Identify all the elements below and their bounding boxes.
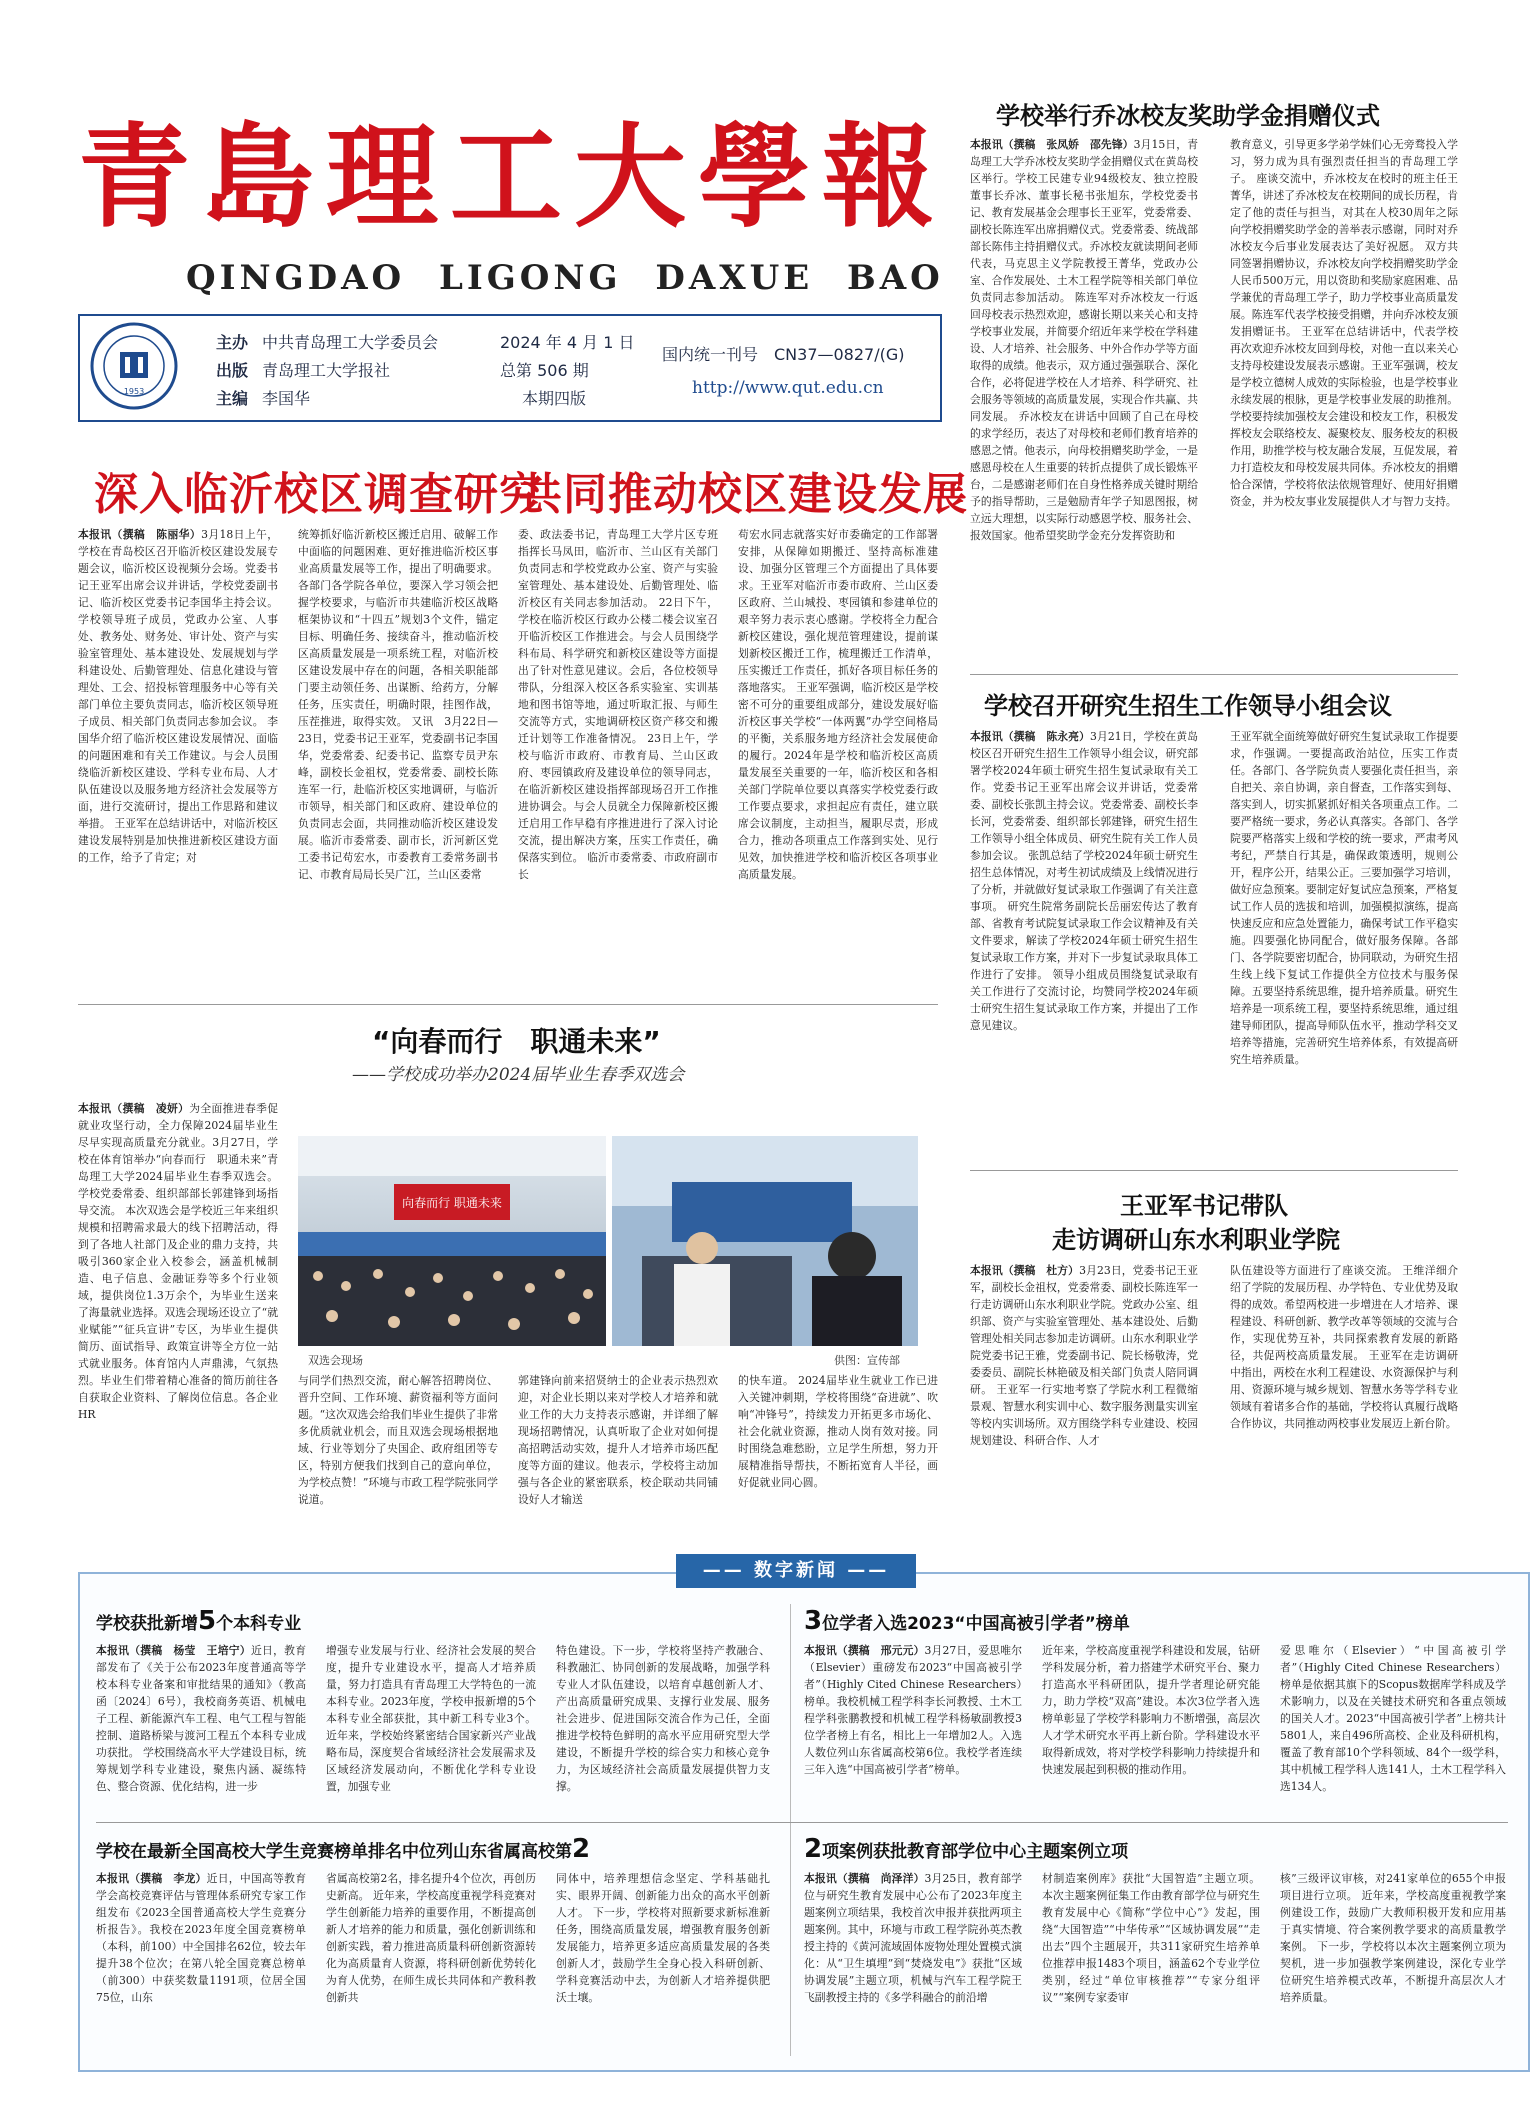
news-cases-col-3: 核”三级评议审核，对241家单位的655个申报项目进行立项。 近年来，学校高度重视教学案例建设工作，鼓励广大教师积极开发和应用基于真实情境、符合案例教学要求的高质量教学案例。 下一步，学校将以本次主题案例立项为契机，进一步加强教学案例建设，深化专业学位研究生培养模式改革，不断提升高层次人才培养质量。: [1280, 1872, 1506, 2004]
divider: [970, 1170, 1458, 1171]
qiaobing-col-1: 本报讯（撰稿 张凤娇 邵先锋）3月15日，青岛理工大学乔冰校友奖助学金捐赠仪式在黄岛校区举行。学校工民建专业94级校友、独立控股董事长乔冰、董事长秘书张旭东，学校党委书记、教育发展基金会理事长王亚军，党委常委、副校长陈连军出席捐赠仪式。党委常委、统战部部长陈伟主持捐赠仪式。乔冰校友就读期间老师代表，马克思主义学院教授王菁华，党政办公室、合作发展处、土木工程学院等相关部门单位负责同志参加活动。 陈连军对乔冰校友一行返回母校表示热烈欢迎，感谢长期以来关心和支持学校事业发展，并简要介绍近年来学校在学科建设、人才培养、社会服务、中外合作办学等方面取得的成绩。他表示，双方通过强强联合、深化合作，必将促进学校在人才培养、科学研究、社会服务等领域的高质量发展，实现合作共赢、共同发展。 乔冰校友在讲话中回顾了自己在母校的求学经历，表达了对母校和老师们教育培养的感恩之情。他表示，向母校捐赠奖助学金，一是感恩母校在人生重要的转折点提供了成长锻炼平台，二是感谢老师们在自身性格养成关键时期给予的指导帮助，三是勉励青年学子知恩图报，树立远大理想，以实际行动感恩学校、服务社会、报效国家。他希望奖助学金充分发挥资助和: [970, 138, 1198, 542]
news-cases-col-1: 本报讯（撰稿 尚泽洋）3月25日，教育部学位与研究生教育发展中心公布了2023年度主题案例立项结果，我校首次申报并获批两项主题案例。其中，环境与市政工程学院孙英杰教授主持的《黄河流域固体废物处理处置模式演化：从“卫生填埋”到“焚烧发电”》获批“区域协调发展”主题立项，机械与汽车工程学院王飞副教授主持的《多学科融合的前沿增: [804, 1872, 1022, 2004]
issue-total: 总第 506 期: [500, 361, 589, 380]
visit-col-2: 队伍建设等方面进行了座谈交流。 王维洋细介绍了学院的发展历程、办学特色、专业优势及取得的成效。希望两校进一步增进在人才培养、课程建设、科研创新、教学改革等领域的交流与合作，实现优势互补，共同探索教育发展的新路径，共促两校高质量发展。 王亚军在走访调研中指出，两校在水利工程建设、水资源保护与利用、资源环境与城乡规划、智慧水务等学科专业领域有着诸多合作的基础，学校将认真履行战略合作协议，共同推动两校事业发展迈上新台阶。: [1230, 1264, 1458, 1430]
issue-pages: 本期四版: [522, 389, 587, 408]
digital-news-banner: —— 数字新闻 ——: [676, 1554, 916, 1588]
news-cases-col-2: 材制造案例库》获批“大国智造”主题立项。 本次主题案例征集工作由教育部学位与研究生教育发展中心《简称“学位中心”》发起，围绕“大国智造”“中华传承”“区域协调发展”“走出去”四个主题展开，共311家研究生培养单位推荐申报1483个项目，涵盖62个专业学位类别，经过“单位审核推荐”“专家分组评议”“案例专家委审: [1042, 1872, 1260, 2004]
news-divider-vertical: [790, 1604, 791, 2056]
news-majors-col-1: 本报讯（撰稿 杨莹 王培宁）近日，教育部发布了《关于公布2023年度普通高等学校本科专业备案和审批结果的通知》（教高函〔2024〕6号），我校商务英语、机械电子工程、新能源汽车工程、电气工程与智能控制、道路桥梁与渡河工程五个本科专业成功获批。 学校围绕高水平大学建设目标，统筹规划学科专业建设，聚焦内涵、凝练特色、整合资源、优化结构，进一步: [96, 1644, 306, 1793]
jobfair-subtitle: ——学校成功举办2024届毕业生春季双选会: [352, 1065, 685, 1085]
news-highly-cited-col-1: 本报讯（撰稿 邢元元）3月27日，爱思唯尔（Elsevier）重磅发布2023“中国高被引学者”（Highly Cited Chinese Researchers）榜单。我校机械工程学科李长河教授、土木工程学科张鹏教授和机械工程学科杨敏副教授3位学者榜上有名，相比上一年增加2人。入选人数位列山东省属高校第6位。我校学者连续三年入选“中国高被引学者”榜单。: [804, 1644, 1022, 1776]
qiaobing-title: 学校举行乔冰校友奖助学金捐赠仪式: [996, 102, 1380, 130]
publisher-row: 出版 青岛理工大学报社: [216, 361, 391, 380]
jobfair-photo-booth: [612, 1136, 918, 1346]
linyi-col-4: 苟宏水同志就落实好市委确定的工作部署安排，从保障如期搬迁、坚持高标准建设、加强分区管理三个方面提出了具体要求。王亚军对临沂市委市政府、兰山区委区政府、兰山城投、枣园镇和参建单位的艰辛努力表示衷心感谢。学校将全力配合新校区建设，强化规范管理建设，提前谋划新校区搬迁工作，梳理搬迁工作清单，压实搬迁工作责任，抓好各项目标任务的落地落实。 王亚军强调，临沂校区是学校密不可分的重要组成部分，建设发展好临沂校区事关学校“一体两翼”办学空间格局的平衡，关系服务地方经济社会发展使命的履行。2024年是学校和临沂校区高质量发展至关重要的一年，临沂校区和各相关部门学院单位要以真落实学校党委行政工作要点要求，求担起应有责任，建立联席会议制度，主动担当，履职尽责，形成合力，推动各项重点工作落到实处、见行见效，加快推进学校和临沂校区各项事业高质量发展。: [738, 528, 938, 881]
news-competition-col-3: 同体中，培养理想信念坚定、学科基础扎实、眼界开阔、创新能力出众的高水平创新人才。 下一步，学校将对照新要求新标准新任务，围绕高质量发展，增强教育服务创新发展能力，培养更多适应高质量发展的各类创新人才，鼓励学生全身心投入科研创新、学科竞赛活动中去，为创新人才培养提供肥沃土壤。: [556, 1872, 770, 2004]
news-highly-cited-col-2: 近年来，学校高度重视学科建设和发展，钻研学科发展分析，着力搭建学术研究平台、聚力打造高水平科研团队，提升学者理论研究能力，助力学校“双高”建设。本次3位学者入选榜单彰显了学校学科影响力不断增强，高层次人才学术研究水平再上新台阶。学科建设水平取得新成效，将对学校学科影响力持续提升和快速发展起到积极的推动作用。: [1042, 1644, 1260, 1776]
jobfair-title: “向春而行 职通未来”: [372, 1025, 661, 1058]
news-title-highly-cited: 3位学者入选2023“中国高被引学者”榜单: [804, 1606, 1130, 1636]
news-title-cases: 2项案例获批教育部学位中心主题案例立项: [804, 1834, 1129, 1864]
grad-col-1: 本报讯（撰稿 陈永亮）3月21日，学校在黄岛校区召开研究生招生工作领导小组会议，研究部署学校2024年硕士研究生招生复试录取有关工作。党委书记王亚军出席会议并讲话，党委常委、副校长张凯主持会议。党委常委、副校长李长河，党委常委、组织部长郭建锋，研究生招生工作领导小组全体成员、研究生院有关工作人员参加会议。 张凯总结了学校2024年硕士研究生招生总体情况，对考生初试成绩及上线情况进行了分析，并就做好复试录取工作强调了有关注意事项。 研究生院常务副院长岳丽宏传达了教育部、省教育考试院复试录取工作会议精神及有关文件要求，解读了学校2024年硕士研究生招生复试录取工作方案，并对下一步复试录取具体工作进行了安排。 领导小组成员围绕复试录取有关工作进行了交流讨论，均赞同学校2024年硕士研究生招生复试录取工作方案，并提出了工作意见建议。: [970, 730, 1198, 1032]
linyi-col-1: 本报讯（撰稿 陈丽华）3月18日上午，学校在青岛校区召开临沂校区建设发展专题会议，临沂校区设视频分会场。党委书记王亚军出席会议并讲话，学校党委副书记、临沂校区党委书记李国华主持会议。学校领导班子成员，党政办公室、人事处、教务处、财务处、审计处、资产与实验室管理处、基本建设处、发展规划与学科建设处、后勤管理处、信息化建设与管理处、工会、招投标管理服务中心等有关部门单位主要负责同志，临沂校区领导班子成员、相关部门负责同志参加会议。 李国华介绍了临沂校区建设发展情况、面临的问题困难和有关工作建议。与会人员围绕临沂新校区建设、学科专业布局、人才队伍建设以及服务地方经济社会发展等方面，进行交流研讨，提出工作思路和建议举措。 王亚军在总结讲话中，对临沂校区建设发展特别是加快推进新校区建设方面的工作，给予了肯定；对: [78, 528, 278, 864]
website-link[interactable]: http://www.qut.edu.cn: [692, 378, 884, 398]
photo-credit: 供图：宣传部: [834, 1354, 900, 1367]
jobfair-photo-hall: [298, 1136, 606, 1346]
grad-col-2: 王亚军就全面统筹做好研究生复试录取工作提要求，作强调。一要提高政治站位，压实工作责任。各部门、各学院负责人要强化责任担当，亲自把关、亲自协调，亲自督查，工作落实到每、落实到人，切实抓紧抓好相关各项重点工作。二要严格统一要求，务必认真落实。各部门、各学院要严格落实上级和学校的统一要求，严肃考风考纪，严禁自行其是，确保政策透明，规则公开，程序公开，结果公正。三要加强学习培训，做好应急预案。要制定好复试应急预案，严格复试工作人员的选拔和培训，加强模拟演练，提高快速反应和应急处置能力，确保考试工作平稳实施。四要强化协同配合，做好服务保障。各部门、各学院要密切配合，协同联动，为研究生招生线上线下复试工作提供全方位技术与服务保障。五要坚持系统思维，提升培养质量。研究生培养是一项系统工程，要坚持系统思维，通过组建导师团队，提高导师队伍水平，推动学科交叉培养等措施，完善研究生培养体系，有效提高研究生培养质量。: [1230, 730, 1458, 1066]
news-majors-col-3: 特色建设。下一步，学校将坚持产教融合、科教融汇、协同创新的发展战略，加强学科专业人才队伍建设，以培育卓越创新人才、产出高质量研究成果、支撑行业发展、服务社会进步、促进国际交流合作为己任，全面推进学校特色鲜明的高水平应用研究型大学建设，不断提升学校的综合实力和核心竞争力，为区域经济社会高质量发展提供智力支撑。: [556, 1644, 770, 1793]
grad-meeting-title: 学校召开研究生招生工作领导小组会议: [984, 692, 1392, 720]
university-logo-icon: [90, 322, 178, 410]
visit-title-line1: 王亚军书记带队: [1120, 1192, 1288, 1220]
jobfair-col-2: 与同学们热烈交流，耐心解答招聘岗位、晋升空间、工作环境、薪资福利等方面问题。“这次双选会给我们毕业生提供了非常多优质就业机会，而且双选会现场根据地域、行业等划分了央国企、政府组团等专区，特别方便我们找到自己的意向单位，为学校点赞！”环境与市政工程学院张同学说道。: [298, 1374, 498, 1506]
linyi-col-3: 委、政法委书记，青岛理工大学片区专班指挥长马凤田，临沂市、兰山区有关部门负责同志和学校党政办公室、资产与实验室管理处、基本建设处、后勤管理处、临沂校区有关同志参加活动。 22日下午，学校在临沂校区行政办公楼二楼会议室召开临沂校区工作推进会。与会人员围绕学科布局、科学研究和新校区建设等方面提出了针对性意见建议。会后，各位校领导带队，分组深入校区各系实验室、实训基地和图书馆等地，通过听取汇报、与师生交流等方式，实地调研校区资产移交和搬迁计划等工作准备情况。 23日上午，学校与临沂市政府、市教育局、兰山区政府、枣园镇政府及建设单位的领导同志，在临沂新校区建设指挥部现场召开工作推进协调会。与会人员就全力保障新校区搬迁启用工作早稳有序推进进行了深入讨论交流，提出解决方案，压实工作责任，确保落实到位。 临沂市委常委、市政府副市长: [518, 528, 718, 881]
news-competition-col-2: 省属高校第2名，排名提升4个位次，再创历史新高。 近年来，学校高度重视学科竞赛对学生创新能力培养的重要作用，不断提高创新人才培养的能力和质量，强化创新训练和创新实践，着力推进高质量科研创新资源转化为高质量育人资源，将科研创新优势转化为育人优势，在师生成长共同体和产教科教创新共: [326, 1872, 536, 2004]
news-divider-horizontal: [96, 1822, 1508, 1823]
jobfair-photo: [298, 1136, 918, 1346]
news-competition-col-1: 本报讯（撰稿 李龙）近日，中国高等教育学会高校竞赛评估与管理体系研究专家工作组发布《2023全国普通高校大学生竞赛分析报告》。我校在2023年度全国竞赛榜单（本科，前100）中全国排名62位，较去年提升38个位次；在第八轮全国竞赛总榜单（前300）中获奖数量1191项，位居全国75位，山东: [96, 1872, 306, 2004]
news-title-majors: 学校获批新增5个本科专业: [96, 1606, 302, 1636]
masthead-info-bar: [78, 314, 942, 422]
editor-row: 主编 李国华: [216, 389, 311, 408]
logo-year: 1953: [123, 387, 145, 396]
hall-banner-text: 向春而行 职通未来: [402, 1196, 502, 1210]
divider: [970, 674, 1458, 675]
news-title-competition: 学校在最新全国高校大学生竞赛榜单排名中位列山东省属高校第2: [96, 1834, 591, 1864]
jobfair-col-1: 本报讯（撰稿 凌妍）为全面推进春季促就业攻坚行动，全力保障2024届毕业生尽早实现高质量充分就业。3月27日，学校在体育馆举办“向春而行 职通未来”青岛理工大学2024届毕业生春季双选会。学校党委常委、组织部部长郭建锋到场指导交流。 本次双选会是学校近三年来组织规模和招聘需求最大的线下招聘活动，得到了各地人社部门及企业的鼎力支持，共吸引360家企业入校参会，涵盖机械制造、电子信息、金融证券等多个行业领域，提供岗位1.3万余个，为毕业生送来了海量就业选择。双选会现场还设立了“就业赋能”“征兵宣讲”专区，为毕业生提供简历、面试指导、政策宣讲等全方位一站式就业服务。体育馆内人声鼎沸，气氛热烈。毕业生们带着精心准备的简历前往各自获取企业资料、了解岗位信息。各企业HR: [78, 1102, 278, 1421]
issn: 国内统一刊号 CN37—0827/(G): [662, 345, 905, 364]
linyi-title-part1: 深入临沂校区调查研究: [94, 469, 544, 520]
linyi-col-2: 统筹抓好临沂新校区搬迁启用、破解工作中面临的问题困难、更好推进临沂校区事业高质量发展等工作，提出了明确要求。各部门各学院各单位，要深入学习领会把握学校要求，与临沂市共建临沂校区战略框架协议和“十四五”规划3个文件，锚定目标、明确任务、接续奋斗，推动临沂校区高质量发展是一项系统工程，对临沂校区建设发展中存在的问题，各相关职能部门要主动领任务、出谋断、给药方，分解任务，压实责任，明确时限，挂图作战，压茬推进，取得实效。 又讯 3月22日—23日，党委书记王亚军，党委副书记李国华，党委常委、纪委书记、监察专员尹东峰，副校长金祖权，党委常委、副校长陈连军一行，赴临沂校区实地调研，与临沂市领导，相关部门和区政府、建设单位的负责同志会面，共同推动临沂校区建设发展。临沂市委常委、副市长，沂河新区党工委书记苟宏水，市委教育工委常务副书记、市教育局局长吴广江，兰山区委常: [298, 528, 498, 881]
jobfair-col-3: 郭建锋向前来招贤纳士的企业表示热烈欢迎，对企业长期以来对学校人才培养和就业工作的大力支持表示感谢，并详细了解现场招聘情况，认真听取了企业对如何提高招聘活动实效，提升人才培养市场匹配度等方面的建议。他表示，学校将主动加强与各企业的紧密联系，校企联动共同铺设好人才输送: [518, 1374, 718, 1506]
issue-date: 2024 年 4 月 1 日: [500, 333, 635, 352]
visit-title-line2: 走访调研山东水利职业学院: [1052, 1226, 1340, 1254]
masthead-title: 青島理工大學報: [78, 112, 946, 243]
news-highly-cited-col-3: 爱思唯尔（Elsevier）“中国高被引学者”（Highly Cited Chinese Researchers）榜单是依据其旗下的Scopus数据库学科成及学术影响力，以及在关键技术研究和各重点领域的国关人才。2023“中国高被引学者”上榜共计5801人，来自496所高校、企业及科研机构，覆盖了教育部10个学科领域、84个一级学科，其中机械工程学科人选141人，土木工程学科入选134人。: [1280, 1644, 1506, 1793]
qiaobing-col-2: 教育意义，引导更多学弟学妹们心无旁骛投入学习，努力成为具有强烈责任担当的青岛理工学子。 座谈交流中，乔冰校友在校时的班主任王菁华，讲述了乔冰校友在校期间的成长历程，肯定了他的责任与担当，对其在人校30周年之际向学校捐赠奖助学金的善举表示感谢，同时对乔冰校友今后事业发展表达了美好祝愿。 双方共同签署捐赠协议，乔冰校友向学校捐赠奖助学金人民币500万元，用以资助和奖励家庭困难、品学兼优的青岛理工学子，助力学校事业高质量发展。陈连军代表学校接受捐赠，并向乔冰校友颁发捐赠证书。 王亚军在总结讲话中，代表学校再次欢迎乔冰校友回到母校，对他一直以来关心支持母校建设发展表示感谢。王亚军强调，校友是学校立德树人成效的实际检验，也是学校事业永续发展的根脉，更是学校事业发展的助推剂。学校要持续加强校友会建设和校友工作，积极发挥校友会联络校友、凝聚校友、服务校友的积极作用，助推学校与校友融合发展，互促发展，着力打造校友和母校发展共同体。乔冰校友的捐赠恰合深情，学校将依法依规管理好、使用好捐赠资金，并为校友事业发展提供人才与智力支持。: [1230, 138, 1458, 508]
masthead-pinyin: QINGDAO LIGONG DAXUE BAO: [186, 258, 944, 298]
news-majors-col-2: 增强专业发展与行业、经济社会发展的契合度，提升专业建设水平，提高人才培养质量，努力打造具有青岛理工大学特色的一流本科专业。2023年度，学校申报新增的5个本科专业全部获批，其中新工科专业3个。 近年来，学校始终紧密结合国家新兴产业战略布局，深度契合省域经济社会发展需求及区域经济发展动向，不断优化学科专业设置，加强专业: [326, 1644, 536, 1793]
visit-col-1: 本报讯（撰稿 杜方）3月23日，党委书记王亚军，副校长金祖权，党委常委、副校长陈连军一行走访调研山东水利职业学院。党政办公室、组织部、资产与实验室管理处、基本建设处、后勤管理处相关同志参加走访调研。山东水利职业学院党委书记王雅，党委副书记、院长杨敬涛，党委委员、副院长林艳破及相关部门负责人陪同调研。 王亚军一行实地考察了学院水利工程微缩景观、智慧水利实训中心、数字服务测量实训室等校内实训场所。双方围绕学科专业建设、校园规划建设、科研合作、人才: [970, 1264, 1198, 1447]
linyi-title-part2: 共同推动校区建设发展: [518, 469, 968, 520]
divider: [78, 1004, 938, 1005]
sponsor-row: 主办 中共青岛理工大学委员会: [216, 333, 439, 352]
jobfair-col-4: 的快车道。 2024届毕业生就业工作已进入关键冲刺期，学校将围绕“奋进就”、吹响“冲锋号”，持续发力开拓更多市场化、社会化就业资源，推动人岗有效对接。同时围绕急难愁盼，立足学生所想，努力开展精准指导帮扶，不断拓宽育人半径，画好促就业同心圆。: [738, 1374, 938, 1489]
photo-caption: 双选会现场: [308, 1354, 363, 1367]
